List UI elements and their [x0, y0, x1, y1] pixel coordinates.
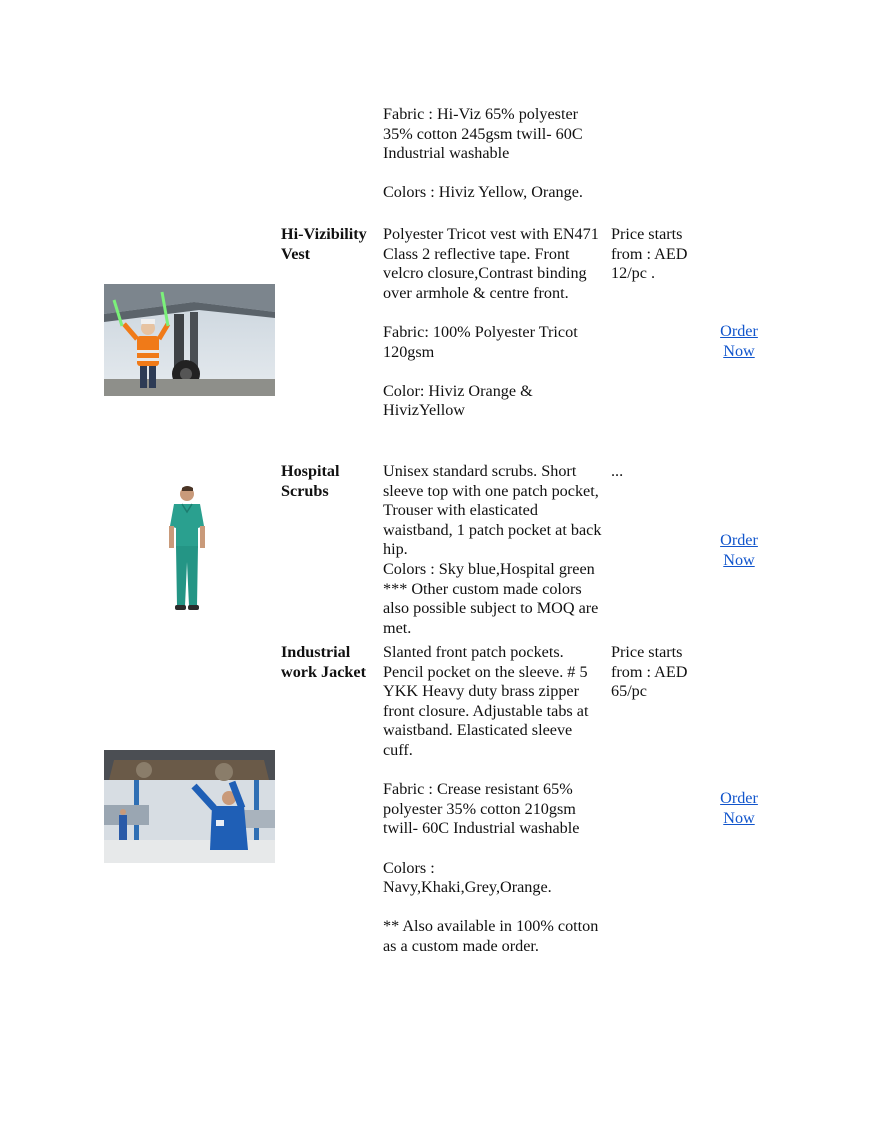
order-now-link[interactable]: Order Now — [720, 531, 758, 569]
product-price: ... — [611, 462, 624, 480]
product-description-text: Slanted front patch pockets. Pencil pocket on the sleeve. # 5 YKK Heavy duty brass zipper front closure. Adjustable tabs at waistband. Elasticated sleeve cuff. — [383, 643, 589, 759]
hospital-scrubs-photo — [160, 484, 220, 614]
product-description — [383, 225, 605, 421]
product-colors: Color: Hiviz Orange & HivizYellow — [383, 381, 533, 420]
product-fabric: Fabric : Crease resistant 65% polyester 35% cotton 210gsm twill- 60C Industrial washable — [383, 780, 580, 838]
product-description-text: Polyester Tricot vest with EN471 Class 2 reflective tape. Front velcro closure,Contrast binding over armhole & centre front. — [383, 225, 599, 302]
product-price: Price starts from : AED 65/pc — [611, 643, 688, 701]
order-now-link[interactable]: Order Now — [720, 322, 758, 360]
product-colors: Colors : Navy,Khaki,Grey,Orange. — [383, 858, 552, 897]
hi-viz-vest-photo — [104, 284, 275, 396]
product-fabric: Fabric: 100% Polyester Tricot 120gsm — [383, 322, 578, 361]
product-custom-note: *** Other custom made colors also possible subject to MOQ are met. — [383, 579, 599, 637]
product-description — [383, 643, 605, 957]
product-price: Price starts from : AED 12/pc . — [611, 225, 688, 283]
product-description — [383, 462, 609, 638]
industrial-jacket-photo — [104, 750, 275, 863]
product-colors: Colors : Sky blue,Hospital green — [383, 559, 595, 578]
order-now-link[interactable]: Order Now — [720, 789, 758, 827]
product-name: Hospital Scrubs — [281, 462, 340, 500]
product-name: Industrial work Jacket — [281, 643, 366, 681]
intro-description — [383, 105, 608, 203]
product-custom-note: ** Also available in 100% cotton as a custom made order. — [383, 917, 599, 955]
intro-fabric: Fabric : Hi-Viz 65% polyester 35% cotton 245gsm twill- 60C Industrial washable — [383, 105, 583, 163]
product-description-text: Unisex standard scrubs. Short sleeve top with one patch pocket, Trouser with elasticated waistband, 1 patch pocket at back hip. — [383, 462, 602, 559]
intro-colors: Colors : Hiviz Yellow, Orange. — [383, 183, 583, 202]
product-name: Hi-Vizibility Vest — [281, 225, 367, 263]
